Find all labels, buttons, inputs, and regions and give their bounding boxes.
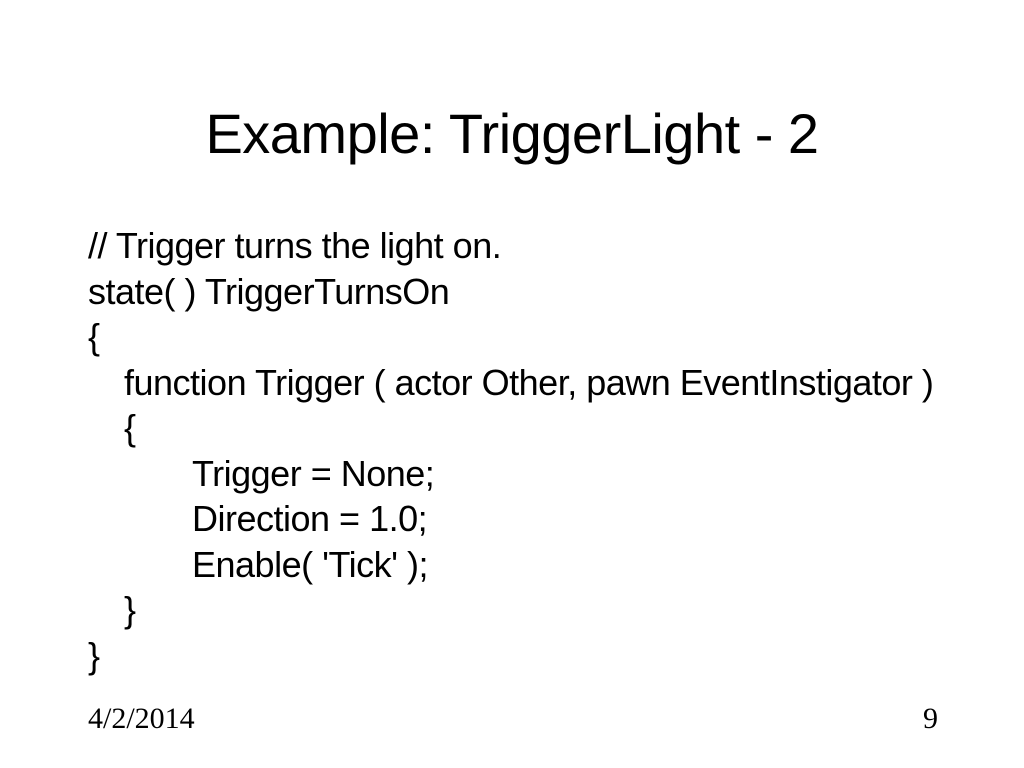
code-line: { [88, 316, 100, 357]
code-block [88, 223, 988, 678]
code-line: { [124, 407, 136, 448]
code-line: } [124, 589, 136, 630]
code-line: function Trigger ( actor Other, pawn EventInstigator ) [124, 361, 934, 403]
slide-title: Example: TriggerLight - 2 [205, 102, 819, 165]
code-line: Trigger = None; [192, 452, 435, 494]
code-line: state( ) TriggerTurnsOn [88, 270, 450, 312]
footer-date: 4/2/2014 [88, 702, 195, 735]
code-line: Enable( 'Tick' ); [192, 543, 428, 585]
code-line: Direction = 1.0; [192, 498, 428, 539]
slide-number: 9 [923, 702, 938, 735]
code-line: // Trigger turns the light on. [88, 225, 502, 266]
code-line: } [88, 634, 100, 676]
